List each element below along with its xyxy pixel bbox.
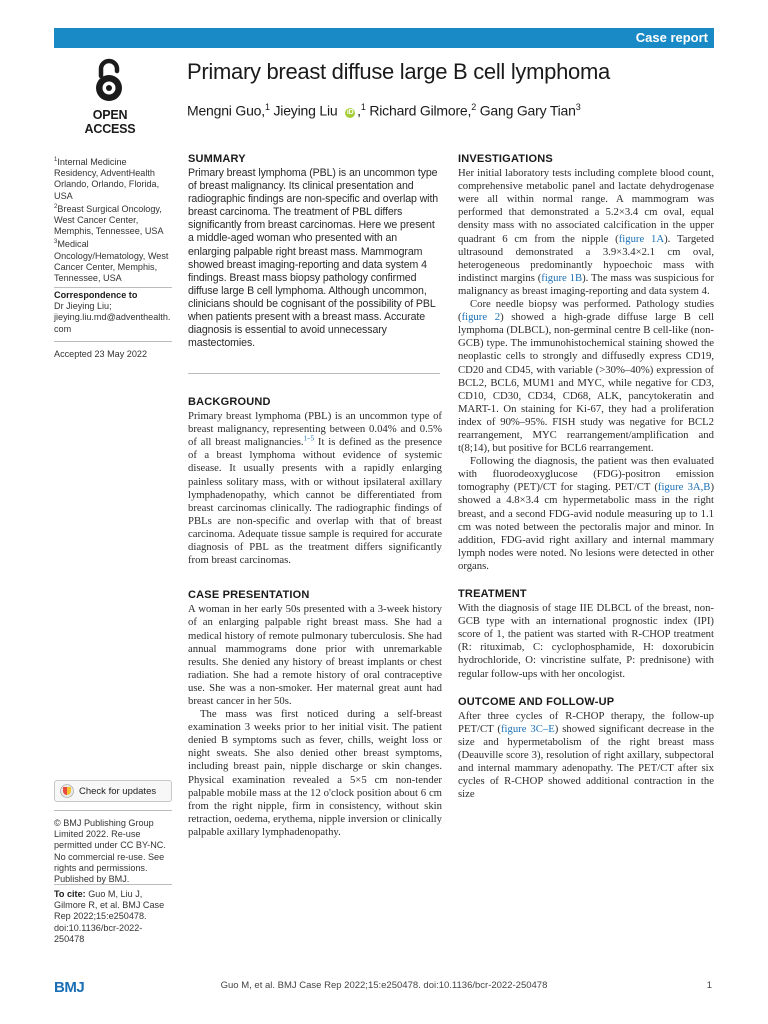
paragraph: [458, 298, 714, 455]
affiliation-text: Breast Surgical Oncology, West Cancer Center, Memphis, Tennessee, USA: [54, 203, 164, 237]
investigations-section: [458, 153, 714, 573]
author-list: Mengni Guo,$^1$ Jieying Liu iD ,$^1$ Richard Gilmore,$^2$ Gang Gary Tian$^3$: [187, 102, 581, 119]
author-affiliation-ref: 1: [264, 102, 270, 112]
outcome-section: [458, 696, 714, 802]
paragraph: [458, 455, 714, 573]
text: Following the diagnosis, the patient was then evaluated with fluorodeoxyglucose (FDG)-positron emission tomography (PET)/CT for staging. PET/CT (: [458, 455, 714, 494]
author-affiliation-ref: 2: [471, 102, 476, 112]
section-banner: [54, 28, 714, 48]
paragraph: With the diagnosis of stage IIE DLBCL of the breast, non-GCB type with an international prognostic index (IPI) score of 1, the patient was started with R-CHOP treatment (R: rituximab, C: cyclophosphamide, H: doxorubicin hydrochloride, O: vincristine sulfate, P: prednisone) with regular follow-ups with her oncologist.: [458, 602, 714, 680]
paragraph: [458, 710, 714, 802]
correspondence: [54, 287, 172, 335]
body-column-left: [188, 396, 442, 854]
author-name[interactable]: Jieying Liu: [273, 102, 338, 119]
affiliation-number: 2: [54, 203, 58, 210]
footer-citation: Guo M, et al. BMJ Case Rep 2022;15:e250478. doi:10.1136/bcr-2022-250478: [220, 980, 548, 991]
section-heading: INVESTIGATIONS: [458, 153, 553, 165]
correspondence-title: Correspondence to: [54, 290, 138, 300]
author-name[interactable]: Gang Gary Tian: [479, 102, 576, 119]
open-access-lock-icon: [92, 58, 126, 104]
accepted-date: Accepted 23 May 2022: [54, 341, 172, 360]
author-name[interactable]: Mengni Guo,: [187, 102, 265, 119]
affiliation-item: [54, 155, 172, 202]
paragraph: A woman in her early 50s presented with a 3-week history of an enlarging palpable right breast mass. She had a medical history of remote pulmonary tuberculosis. She had annual mammograms done prior with unremarkable results. She denied any history of breast implants or chest radiation. She had a remote history of oral contraceptive use. She was a non-smoker. Her maternal great aunt had breast cancer in her 50s.: [188, 603, 442, 707]
paragraph: [188, 410, 442, 567]
crossmark-icon: [60, 784, 74, 798]
text: ). Targeted ultrasound demonstrated a 3.9×3.4×2.1 cm oval, heterogeneous predominantly hypoechoic mass with indistinct margins (: [458, 232, 714, 284]
orcid-icon[interactable]: iD: [346, 108, 354, 116]
open-access-label: OPEN ACCESS: [84, 108, 136, 136]
affiliation-item: [54, 202, 172, 238]
text: ) showed significant decrease in the size and hypermetabolism of the right breast mass (Deauville score 3), resolution of right axillary, subpectoral and internal mammary adenopathy. The PET/CT after six cycles of R-CHOP showed additional contraction in the size: [458, 722, 714, 801]
correspondence-email[interactable]: jieying.liu.md@adventhealth.com: [54, 312, 171, 334]
cite-text: Guo M, Liu J, Gilmore R, et al. BMJ Case Rep 2022;15:e250478. doi:10.1136/bcr-2022-250478: [54, 889, 165, 944]
summary-section: [188, 153, 440, 350]
summary-divider: [188, 373, 440, 374]
cite-label: To cite:: [54, 889, 86, 899]
paragraph: [458, 167, 714, 298]
affiliation-item: [54, 237, 172, 284]
figure-link[interactable]: figure 1B: [541, 271, 583, 284]
treatment-section: [458, 588, 714, 681]
check-for-updates-label: Check for updates: [79, 785, 157, 797]
section-heading: OUTCOME AND FOLLOW-UP: [458, 695, 615, 708]
affiliation-text: Medical Oncology/Hematology, West Cancer Center, Memphis, Tennessee, USA: [54, 239, 169, 284]
text: ). The mass was suspicious for malignancy as breast imaging-reporting and data system 4.: [458, 271, 714, 297]
section-label: Case report: [635, 30, 708, 45]
reference-link[interactable]: 1–5: [303, 434, 315, 443]
text: Core needle biopsy was performed. Pathology studies (: [458, 298, 714, 324]
article-title: Primary breast diffuse large B cell lymphoma: [187, 59, 610, 84]
affiliation-number: 1: [54, 157, 58, 163]
figure-link[interactable]: figure 2: [461, 311, 501, 324]
background-section: [188, 396, 442, 567]
text: Her initial laboratory tests including complete blood count, comprehensive metabolic panel and lactate dehydrogenase were all within normal range. A mammogram was performed that demonstrated a 5.2×3.4 cm oval, equal density mass with no associated calcification in the upper quadrant 6 cm from the nipple (: [458, 167, 714, 245]
text: It is defined as the presence of a breast lymphoma without evidence of systemic disease. It usually presents with a rapidly enlarging painless solitary mass, with or without ipsilateral axillary lymphadenopathy, which cannot be differentiated from breast carcinomas clinically. The radiographic findings of PBLs are non-specific and overlap with that of breast carcinoma. Adequate tissue sample is required for accurate diagnosis of PBL as the treatment differs significantly from breast carcinomas.: [188, 436, 442, 567]
affiliations: [54, 155, 172, 284]
cite-box: [54, 884, 172, 945]
affiliation-text: Internal Medicine Residency, AdventHealth Orlando, Orlando, Florida, USA: [54, 157, 160, 201]
figure-link[interactable]: figure 3C–E: [500, 722, 555, 735]
section-heading: SUMMARY: [188, 153, 246, 165]
section-heading: BACKGROUND: [188, 396, 271, 408]
paragraph: The mass was first noticed during a self-breast examination 3 weeks prior to her initial visit. The patient denied B symptoms such as fever, chills, weight loss or night sweats. She also denied other breast symptoms, including breast pain, nipple discharge or skin changes. Physical examination revealed a 5×5 cm non-tender palpable mobile mass at the 12 o'clock position about 6 cm from the right nipple, firm in consistency, without skin retraction, oedema, erythema, nipple inversion or clinically palpable axillary lymphadenopathy.: [188, 708, 442, 838]
bmj-logo[interactable]: BMJ: [54, 979, 85, 996]
text: After three cycles of R-CHOP therapy, the follow-up PET/CT (: [458, 709, 714, 735]
case-presentation-section: [188, 589, 442, 839]
check-for-updates-button[interactable]: [54, 780, 172, 802]
figure-link[interactable]: figure 3A,B: [657, 481, 711, 494]
figure-link[interactable]: figure 1A: [618, 232, 665, 245]
author-affiliation-ref: 1: [360, 102, 366, 112]
body-column-right: [458, 153, 714, 816]
section-heading: TREATMENT: [458, 588, 527, 600]
text: ) showed a high-grade diffuse large B cell lymphoma (DLBCL), non-germinal centre B cell-like (non-GCB) type. The immunohistochemical staining showed the neoplastic cells to strongly and diffusedly express CD19, CD20 and CD45, with variable (>30%–40%) expression of BCL2, BCL6, MUM1 and MYC, while negative for CD3, CD10, CD30, CD34, CD68, ALK, pancytokeratin and MART-1. On staining for Ki-67, they had a proliferation index of 90%–95%. FISH study was negative for BCL2 rearrangement, MYC rearrangement/amplification and t(8;14), but positive for BCL6 rearrangement.: [458, 311, 715, 455]
license-text: © BMJ Publishing Group Limited 2022. Re-use permitted under CC BY-NC. No commercial re-use. See rights and permissions. Published by BMJ.: [54, 810, 172, 885]
text: ) showed a 4.8×3.4 cm hypermetabolic mass in the right breast, and a second FDG-avid nodule measuring up to 1.1 cm was noted between the pectoralis major and minor. In addition, FDG-avid right axillary and internal mammary lymph nodes were noted. No lesions were detected in other organs.: [458, 481, 714, 572]
section-heading: CASE PRESENTATION: [188, 589, 310, 602]
page-number: 1: [706, 980, 712, 991]
summary-text: Primary breast lymphoma (PBL) is an uncommon type of breast malignancy. Its clinical presentation and radiographic findings are non-specific and overlap with breast carcinoma. The treatment of PBL differs significantly from breast carcinomas. Here we present a middle-aged woman who presented with an enlarging palpable right breast mass. Mammogram showed breast imaging-reporting and data system 4 findings. Breast mass biopsy pathology confirmed diffuse large B cell lymphoma. Although uncommon, clinicians should be cognisant of the possibility of PBL when patients present with a breast mass. Accurate diagnosis is essential to avoid unnecessary mastectomies.: [188, 167, 439, 350]
correspondence-name: Dr Jieying Liu;: [54, 301, 112, 312]
author-affiliation-ref: 3: [575, 102, 581, 112]
text: Primary breast lymphoma (PBL) is an uncommon type of breast malignancy, representing between 0.04% and 0.5% of all breast malignancies.: [188, 410, 442, 449]
affiliation-number: 3: [54, 239, 58, 246]
author-name[interactable]: Richard Gilmore,: [369, 102, 472, 119]
